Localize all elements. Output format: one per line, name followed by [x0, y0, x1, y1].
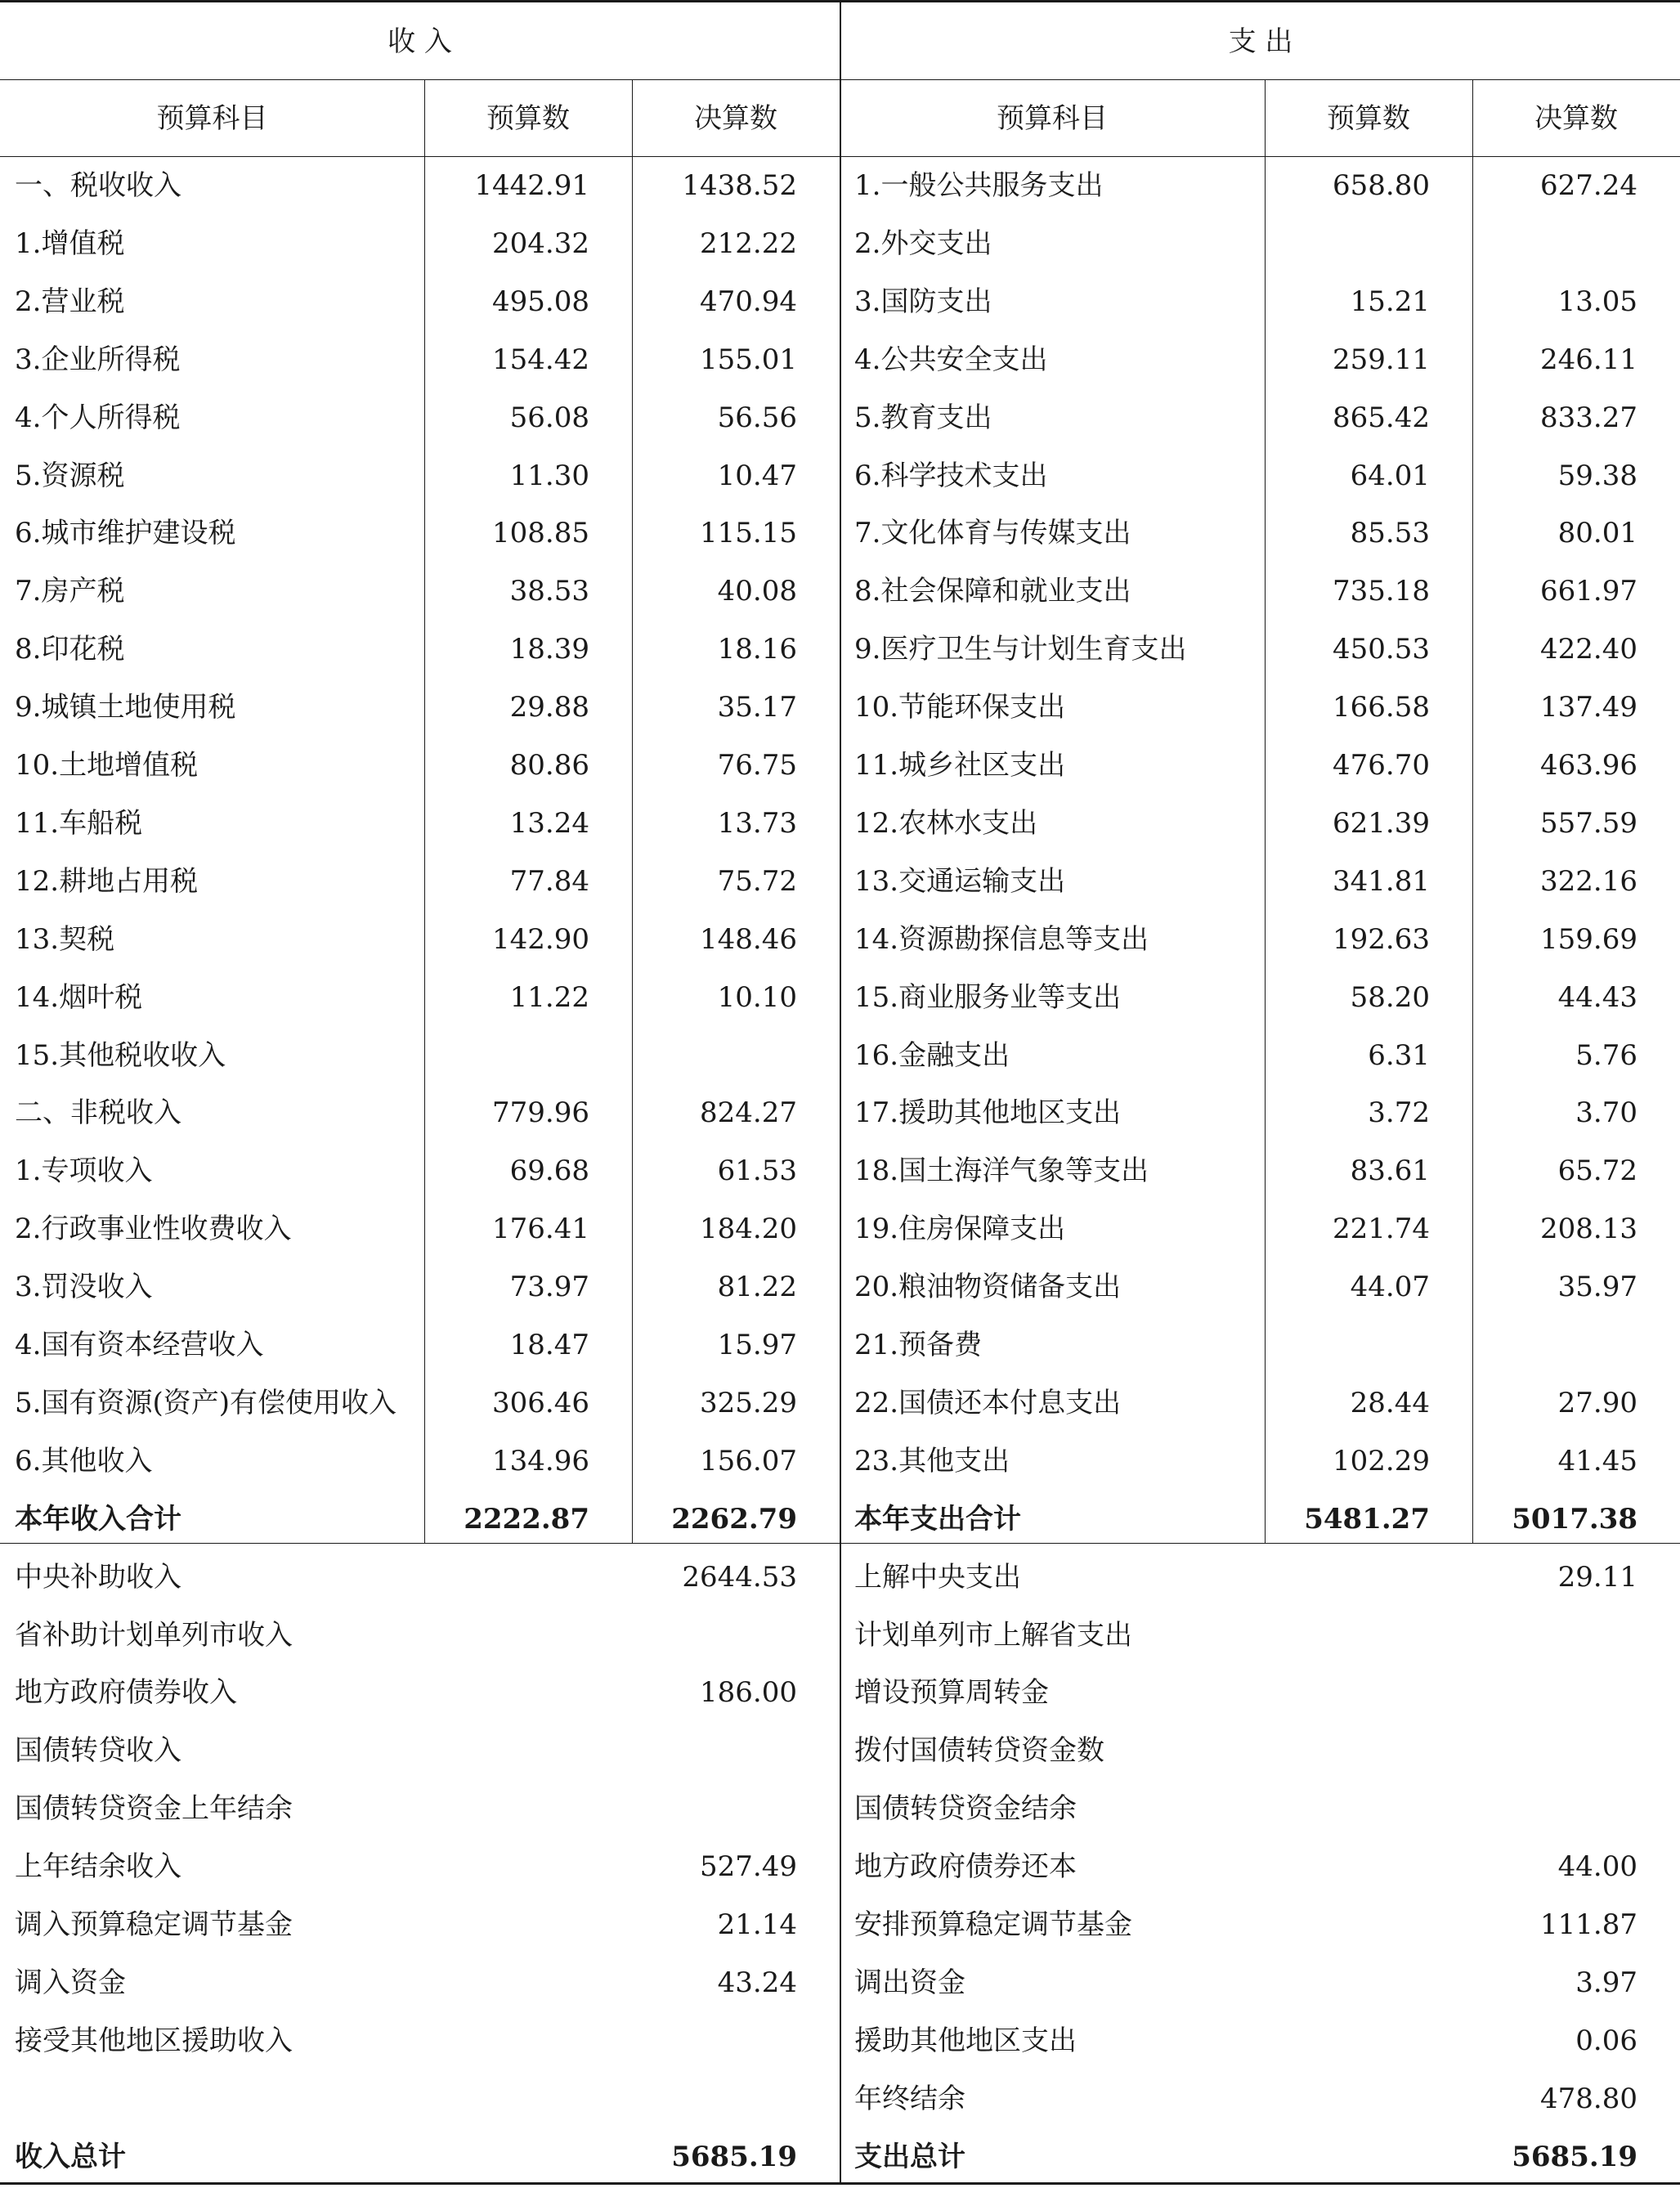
- item-name-cell: 18.国土海洋气象等支出: [854, 1155, 1149, 1188]
- amount-cell: 10.47: [717, 459, 797, 492]
- amount-cell: 11.22: [509, 980, 589, 1014]
- amount-cell: 142.90: [492, 922, 589, 956]
- amount-cell: 186.00: [700, 1676, 797, 1710]
- item-name-cell: 5.国有资源(资产)有偿使用收入: [15, 1386, 396, 1419]
- amount-cell: 527.49: [700, 1850, 797, 1884]
- amount-cell: 13.24: [509, 806, 589, 840]
- amount-cell: 56.08: [509, 401, 589, 434]
- amount-cell: 73.97: [509, 1271, 589, 1304]
- amount-cell: 115.15: [700, 517, 797, 550]
- amount-cell: 13.73: [717, 806, 797, 840]
- column-header: 决算数: [1534, 102, 1618, 135]
- amount-cell: 478.80: [1540, 2082, 1637, 2115]
- amount-cell: 184.20: [700, 1213, 797, 1246]
- item-name-cell: 国债转贷资金结余: [854, 1792, 1077, 1826]
- item-name-cell: 17.援助其他地区支出: [854, 1096, 1122, 1130]
- amount-cell: 81.22: [717, 1271, 797, 1304]
- amount-cell: 204.32: [492, 226, 589, 260]
- amount-cell: 176.41: [492, 1213, 589, 1246]
- amount-cell: 18.47: [509, 1329, 589, 1361]
- item-name-cell: 6.其他收入: [15, 1444, 153, 1477]
- amount-cell: 15.21: [1350, 285, 1430, 318]
- item-name-cell: 收入总计: [15, 2140, 126, 2173]
- amount-cell: 59.38: [1557, 459, 1637, 492]
- item-name-cell: 14.烟叶税: [15, 980, 143, 1014]
- amount-cell: 13.05: [1557, 285, 1637, 318]
- amount-cell: 64.01: [1350, 459, 1430, 492]
- item-name-cell: 3.罚没收入: [15, 1271, 153, 1304]
- amount-cell: 69.68: [509, 1155, 589, 1188]
- item-name-cell: 2.外交支出: [854, 226, 992, 260]
- amount-cell: 5685.19: [671, 2140, 797, 2173]
- item-name-cell: 地方政府债券收入: [15, 1676, 237, 1710]
- item-name-cell: 增设预算周转金: [854, 1676, 1049, 1710]
- amount-cell: 495.08: [492, 285, 589, 318]
- amount-cell: 341.81: [1333, 864, 1430, 898]
- item-name-cell: 15.其他税收收入: [15, 1038, 226, 1072]
- item-name-cell: 11.城乡社区支出: [854, 749, 1066, 782]
- amount-cell: 35.17: [717, 691, 797, 724]
- item-name-cell: 拨付国债转贷资金数: [854, 1734, 1104, 1768]
- amount-cell: 65.72: [1557, 1155, 1637, 1188]
- column-header: 预算数: [1327, 102, 1410, 135]
- amount-cell: 44.43: [1557, 980, 1637, 1014]
- amount-cell: 43.24: [717, 1966, 797, 1999]
- amount-cell: 85.53: [1350, 517, 1430, 550]
- item-name-cell: 13.契税: [15, 922, 115, 956]
- amount-cell: 44.07: [1350, 1271, 1430, 1304]
- item-name-cell: 中央补助收入: [15, 1560, 181, 1594]
- amount-cell: 61.53: [717, 1155, 797, 1188]
- item-name-cell: 上解中央支出: [854, 1560, 1021, 1594]
- item-name-cell: 年终结余: [854, 2082, 965, 2115]
- amount-cell: 80.01: [1557, 517, 1637, 550]
- amount-cell: 0.06: [1575, 2024, 1637, 2057]
- amount-cell: 470.94: [700, 285, 797, 318]
- column-header: 预算数: [486, 102, 570, 135]
- amount-cell: 2262.79: [671, 1502, 797, 1536]
- amount-cell: 3.72: [1368, 1096, 1430, 1130]
- amount-cell: 108.85: [492, 517, 589, 550]
- item-name-cell: 接受其他地区援助收入: [15, 2024, 293, 2057]
- amount-cell: 29.88: [509, 691, 589, 724]
- amount-cell: 76.75: [717, 749, 797, 782]
- amount-cell: 627.24: [1540, 169, 1637, 202]
- item-name-cell: 10.土地增值税: [15, 749, 199, 782]
- amount-cell: 735.18: [1333, 575, 1430, 608]
- amount-cell: 27.90: [1557, 1386, 1637, 1419]
- item-name-cell: 4.个人所得税: [15, 401, 181, 434]
- amount-cell: 29.11: [1557, 1560, 1637, 1594]
- item-name-cell: 3.企业所得税: [15, 343, 181, 376]
- item-name-cell: 一、税收收入: [15, 169, 181, 202]
- amount-cell: 28.44: [1350, 1386, 1430, 1419]
- item-name-cell: 7.文化体育与传媒支出: [854, 517, 1131, 550]
- item-name-cell: 12.农林水支出: [854, 806, 1038, 840]
- item-name-cell: 本年支出合计: [854, 1502, 1021, 1536]
- item-name-cell: 2.行政事业性收费收入: [15, 1213, 292, 1246]
- amount-cell: 10.10: [717, 980, 797, 1014]
- amount-cell: 111.87: [1540, 1908, 1637, 1941]
- item-name-cell: 2.营业税: [15, 285, 125, 318]
- income-expense-divider: [840, 0, 841, 2185]
- item-name-cell: 6.城市维护建设税: [15, 517, 236, 550]
- amount-cell: 2644.53: [682, 1560, 797, 1594]
- amount-cell: 21.14: [717, 1908, 797, 1941]
- item-name-cell: 14.资源勘探信息等支出: [854, 922, 1149, 956]
- item-name-cell: 6.科学技术支出: [854, 459, 1048, 492]
- amount-cell: 450.53: [1333, 633, 1430, 666]
- expense-section-header: 支 出: [1228, 25, 1293, 58]
- amount-cell: 833.27: [1540, 401, 1637, 434]
- amount-cell: 155.01: [700, 343, 797, 376]
- item-name-cell: 8.印花税: [15, 633, 125, 666]
- column-header: 预算科目: [997, 102, 1108, 135]
- income-section-header: 收 入: [388, 25, 452, 58]
- amount-cell: 212.22: [700, 226, 797, 260]
- item-name-cell: 3.国防支出: [854, 285, 992, 318]
- item-name-cell: 9.城镇土地使用税: [15, 691, 236, 724]
- item-name-cell: 1.专项收入: [15, 1155, 153, 1188]
- item-name-cell: 21.预备费: [854, 1329, 983, 1361]
- amount-cell: 6.31: [1368, 1038, 1430, 1072]
- amount-cell: 38.53: [509, 575, 589, 608]
- item-name-cell: 本年收入合计: [15, 1502, 181, 1536]
- item-name-cell: 10.节能环保支出: [854, 691, 1066, 724]
- amount-cell: 156.07: [700, 1444, 797, 1477]
- item-name-cell: 23.其他支出: [854, 1444, 1010, 1477]
- amount-cell: 83.61: [1350, 1155, 1430, 1188]
- item-name-cell: 调出资金: [854, 1966, 965, 1999]
- amount-cell: 41.45: [1557, 1444, 1637, 1477]
- item-name-cell: 22.国债还本付息支出: [854, 1386, 1122, 1419]
- amount-cell: 422.40: [1540, 633, 1637, 666]
- amount-cell: 476.70: [1333, 749, 1430, 782]
- amount-cell: 75.72: [717, 864, 797, 898]
- amount-cell: 1438.52: [682, 169, 797, 202]
- amount-cell: 306.46: [492, 1386, 589, 1419]
- amount-cell: 463.96: [1540, 749, 1637, 782]
- amount-cell: 154.42: [492, 343, 589, 376]
- amount-cell: 325.29: [700, 1386, 797, 1419]
- column-header: 决算数: [694, 102, 777, 135]
- amount-cell: 779.96: [492, 1096, 589, 1130]
- amount-cell: 137.49: [1540, 691, 1637, 724]
- amount-cell: 15.97: [717, 1329, 797, 1361]
- amount-cell: 35.97: [1557, 1271, 1637, 1304]
- amount-cell: 166.58: [1333, 691, 1430, 724]
- amount-cell: 658.80: [1333, 169, 1430, 202]
- item-name-cell: 20.粮油物资储备支出: [854, 1271, 1122, 1304]
- amount-cell: 322.16: [1540, 864, 1637, 898]
- item-name-cell: 支出总计: [854, 2140, 965, 2173]
- item-name-cell: 调入资金: [15, 1966, 126, 1999]
- item-name-cell: 上年结余收入: [15, 1850, 181, 1884]
- column-header: 预算科目: [156, 102, 268, 135]
- amount-cell: 77.84: [509, 864, 589, 898]
- amount-cell: 1442.91: [474, 169, 589, 202]
- amount-cell: 5685.19: [1512, 2140, 1637, 2173]
- item-name-cell: 19.住房保障支出: [854, 1213, 1066, 1246]
- item-name-cell: 5.教育支出: [854, 401, 992, 434]
- amount-cell: 621.39: [1333, 806, 1430, 840]
- amount-cell: 192.63: [1333, 922, 1430, 956]
- amount-cell: 58.20: [1350, 980, 1430, 1014]
- item-name-cell: 省补助计划单列市收入: [15, 1618, 293, 1652]
- item-name-cell: 援助其他地区支出: [854, 2024, 1077, 2057]
- amount-cell: 208.13: [1540, 1213, 1637, 1246]
- amount-cell: 44.00: [1557, 1850, 1637, 1884]
- item-name-cell: 国债转贷收入: [15, 1734, 181, 1768]
- amount-cell: 557.59: [1540, 806, 1637, 840]
- amount-cell: 5.76: [1575, 1038, 1637, 1072]
- amount-cell: 11.30: [509, 459, 589, 492]
- item-name-cell: 12.耕地占用税: [15, 864, 199, 898]
- item-name-cell: 调入预算稳定调节基金: [15, 1908, 293, 1941]
- amount-cell: 661.97: [1540, 575, 1637, 608]
- amount-cell: 3.70: [1575, 1096, 1637, 1130]
- item-name-cell: 1.一般公共服务支出: [854, 169, 1104, 202]
- amount-cell: 80.86: [509, 749, 589, 782]
- item-name-cell: 计划单列市上解省支出: [854, 1618, 1132, 1652]
- item-name-cell: 5.资源税: [15, 459, 125, 492]
- item-name-cell: 16.金融支出: [854, 1038, 1010, 1072]
- item-name-cell: 二、非税收入: [15, 1096, 181, 1130]
- item-name-cell: 8.社会保障和就业支出: [854, 575, 1131, 608]
- amount-cell: 40.08: [717, 575, 797, 608]
- item-name-cell: 11.车船税: [15, 806, 143, 840]
- amount-cell: 259.11: [1333, 343, 1430, 376]
- amount-cell: 3.97: [1575, 1966, 1637, 1999]
- amount-cell: 18.16: [717, 633, 797, 666]
- amount-cell: 246.11: [1540, 343, 1637, 376]
- amount-cell: 5017.38: [1512, 1502, 1637, 1536]
- item-name-cell: 安排预算稳定调节基金: [854, 1908, 1132, 1941]
- item-name-cell: 7.房产税: [15, 575, 125, 608]
- amount-cell: 148.46: [700, 922, 797, 956]
- amount-cell: 134.96: [492, 1444, 589, 1477]
- amount-cell: 865.42: [1333, 401, 1430, 434]
- item-name-cell: 4.国有资本经营收入: [15, 1329, 264, 1361]
- amount-cell: 18.39: [509, 633, 589, 666]
- amount-cell: 159.69: [1540, 922, 1637, 956]
- amount-cell: 824.27: [700, 1096, 797, 1130]
- item-name-cell: 4.公共安全支出: [854, 343, 1048, 376]
- item-name-cell: 1.增值税: [15, 226, 125, 260]
- amount-cell: 2222.87: [464, 1502, 589, 1536]
- item-name-cell: 9.医疗卫生与计划生育支出: [854, 633, 1187, 666]
- item-name-cell: 地方政府债券还本: [854, 1850, 1077, 1884]
- amount-cell: 102.29: [1333, 1444, 1430, 1477]
- amount-cell: 5481.27: [1304, 1502, 1430, 1536]
- item-name-cell: 15.商业服务业等支出: [854, 980, 1122, 1014]
- amount-cell: 56.56: [717, 401, 797, 434]
- item-name-cell: 国债转贷资金上年结余: [15, 1792, 293, 1826]
- amount-cell: 221.74: [1333, 1213, 1430, 1246]
- item-name-cell: 13.交通运输支出: [854, 864, 1066, 898]
